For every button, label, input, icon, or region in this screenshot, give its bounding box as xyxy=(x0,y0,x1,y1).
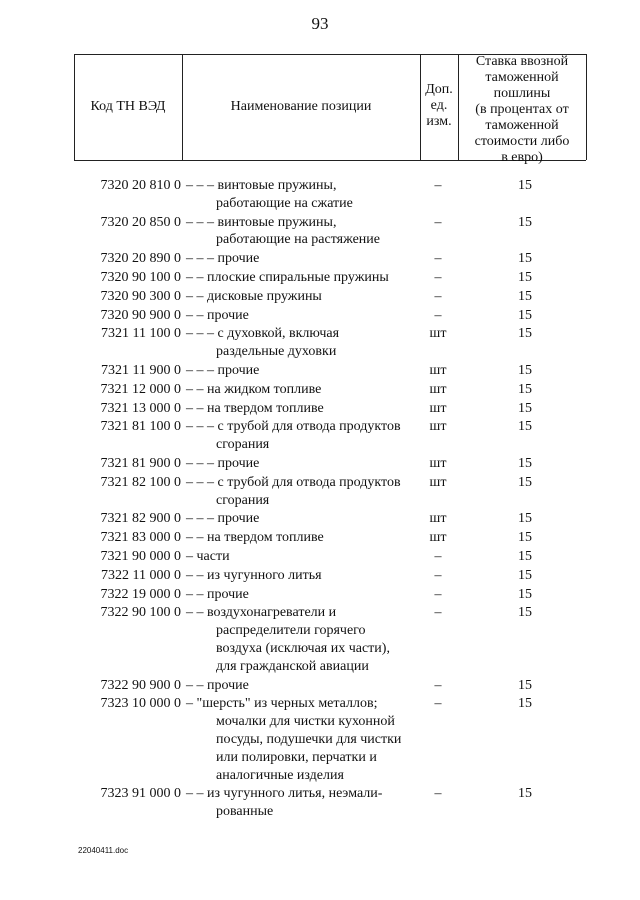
row-unit: – xyxy=(434,307,442,323)
row-code: 7321 83 000 0 xyxy=(100,530,181,546)
row-unit: – xyxy=(434,605,442,621)
row-code: 7322 90 100 0 xyxy=(100,605,181,621)
row-name-line: – – – прочие xyxy=(186,511,260,527)
row-rate: 15 xyxy=(518,548,532,564)
row-code: 7321 81 900 0 xyxy=(100,455,181,471)
row-unit: – xyxy=(434,214,442,230)
row-name-line: – – на жидком топливе xyxy=(186,381,322,397)
table-row xyxy=(0,214,640,250)
header-code: Код ТН ВЭД xyxy=(90,99,166,114)
row-unit: – xyxy=(434,677,442,693)
row-rate: 15 xyxy=(518,269,532,285)
row-name-line: – – на твердом топливе xyxy=(186,530,324,546)
row-unit: – xyxy=(434,288,442,304)
row-rate: 15 xyxy=(518,511,532,527)
row-name xyxy=(186,250,414,268)
row-code: 7320 20 850 0 xyxy=(100,214,181,230)
table-row xyxy=(0,586,640,604)
row-unit: шт xyxy=(429,400,447,416)
row-name-line: раздельные духовки xyxy=(216,344,337,360)
table-row xyxy=(0,567,640,585)
row-code: 7320 20 810 0 xyxy=(100,178,181,193)
row-name-line: – – дисковые пружины xyxy=(186,288,322,304)
row-name-line: – – – винтовые пружины, xyxy=(186,178,337,193)
row-rate: 15 xyxy=(518,455,532,471)
row-name-line: или полировки, перчатки и xyxy=(216,749,377,765)
row-name-line: распределители горячего xyxy=(216,623,366,639)
row-rate: 15 xyxy=(518,288,532,304)
table-row xyxy=(0,510,640,528)
header-line: в евро) xyxy=(501,150,543,165)
header-line: таможенной xyxy=(485,70,559,85)
header-line: изм. xyxy=(426,114,452,129)
row-name xyxy=(186,548,414,566)
row-name-line: – – – прочие xyxy=(186,362,260,378)
table-row xyxy=(0,325,640,361)
header-line: пошлины xyxy=(493,86,551,101)
row-code: 7321 82 900 0 xyxy=(100,511,181,527)
row-name-line: – – плоские спиральные пружины xyxy=(186,269,389,285)
row-name-line: – – прочие xyxy=(186,586,249,602)
table-row xyxy=(0,381,640,399)
header-line: Доп. xyxy=(425,82,453,97)
row-rate: 15 xyxy=(518,400,532,416)
row-code: 7321 11 100 0 xyxy=(101,326,181,342)
row-name-line: аналогичные изделия xyxy=(216,767,344,783)
table-row xyxy=(0,362,640,380)
table-row xyxy=(0,785,640,821)
table-row xyxy=(0,250,640,268)
row-unit: – xyxy=(434,269,442,285)
row-rate: 15 xyxy=(518,786,532,802)
row-unit: шт xyxy=(429,455,447,471)
row-unit: шт xyxy=(429,326,447,342)
row-name xyxy=(186,586,414,604)
row-name xyxy=(186,604,414,675)
page-number: 93 xyxy=(311,14,329,33)
row-code: 7321 90 000 0 xyxy=(100,548,181,564)
table-row xyxy=(0,455,640,473)
row-name-line: – – – с трубой для отвода продуктов xyxy=(186,419,401,435)
row-code: 7321 82 100 0 xyxy=(100,474,181,490)
row-rate: 15 xyxy=(518,586,532,602)
row-name-line: сгорания xyxy=(216,492,270,508)
header-line: Ставка ввозной xyxy=(475,54,569,69)
row-unit: – xyxy=(434,567,442,583)
row-name xyxy=(186,510,414,528)
row-name xyxy=(186,381,414,399)
row-unit: – xyxy=(434,586,442,602)
row-rate: 15 xyxy=(518,419,532,435)
row-unit: – xyxy=(434,548,442,564)
header-name: Наименование позиции xyxy=(230,99,372,114)
row-name-line: – – – с трубой для отвода продуктов xyxy=(186,474,401,490)
row-rate: 15 xyxy=(518,178,532,193)
table-row xyxy=(0,418,640,454)
footer-filename: 22040411.doc xyxy=(78,846,129,855)
row-unit: шт xyxy=(429,474,447,490)
row-unit: – xyxy=(434,251,442,267)
row-unit: – xyxy=(434,696,442,712)
row-name xyxy=(186,325,414,361)
table-row xyxy=(0,529,640,547)
row-rate: 15 xyxy=(518,381,532,397)
row-name xyxy=(186,177,414,213)
row-name-line: – – на твердом топливе xyxy=(186,400,324,416)
row-name-line: – – из чугунного литья xyxy=(186,567,322,583)
row-rate: 15 xyxy=(518,530,532,546)
row-code: 7323 91 000 0 xyxy=(100,786,181,802)
row-name-line: – – – с духовкой, включая xyxy=(186,326,340,342)
row-name-line: – – – прочие xyxy=(186,251,260,267)
row-unit: шт xyxy=(429,381,447,397)
row-code: 7320 90 100 0 xyxy=(100,269,181,285)
row-code: 7321 13 000 0 xyxy=(100,400,181,416)
row-name xyxy=(186,307,414,325)
row-rate: 15 xyxy=(518,362,532,378)
row-name-line: посуды, подушечки для чистки xyxy=(216,731,402,747)
header-line: (в процентах от xyxy=(475,102,569,117)
row-name-line: работающие на растяжение xyxy=(216,232,381,248)
row-rate: 15 xyxy=(518,567,532,583)
row-name-line: рованные xyxy=(216,804,274,820)
table-row xyxy=(0,677,640,695)
row-name xyxy=(186,695,414,784)
row-name-line: – – из чугунного литья, неэмали- xyxy=(186,786,383,802)
row-unit: – xyxy=(434,178,442,193)
row-name-line: работающие на сжатие xyxy=(216,195,353,211)
row-rate: 15 xyxy=(518,307,532,323)
row-rate: 15 xyxy=(518,326,532,342)
row-name-line: – – воздухонагреватели и xyxy=(186,605,337,621)
header-rate xyxy=(458,54,586,166)
row-name xyxy=(186,418,414,454)
row-name xyxy=(186,455,414,473)
row-rate: 15 xyxy=(518,251,532,267)
row-rate: 15 xyxy=(518,677,532,693)
row-name-line: – "шерсть" из черных металлов; xyxy=(186,696,378,712)
row-code: 7320 90 900 0 xyxy=(100,307,181,323)
header-line: ед. xyxy=(430,98,448,113)
row-name-line: сгорания xyxy=(216,437,270,453)
row-rate: 15 xyxy=(518,214,532,230)
row-code: 7323 10 000 0 xyxy=(100,696,181,712)
table-row xyxy=(0,177,640,213)
row-unit: шт xyxy=(429,419,447,435)
row-name xyxy=(186,677,414,695)
row-code: 7322 19 000 0 xyxy=(100,586,181,602)
row-name-line: – – прочие xyxy=(186,307,249,323)
row-rate: 15 xyxy=(518,696,532,712)
row-unit: шт xyxy=(429,362,447,378)
row-name-line: – – – прочие xyxy=(186,455,260,471)
row-unit: шт xyxy=(429,530,447,546)
row-name-line: – – – винтовые пружины, xyxy=(186,214,337,230)
header-line: стоимости либо xyxy=(474,134,570,149)
row-code: 7320 90 300 0 xyxy=(100,288,181,304)
header-unit xyxy=(420,82,458,130)
row-code: 7322 11 000 0 xyxy=(101,567,181,583)
row-code: 7321 11 900 0 xyxy=(101,362,181,378)
row-name xyxy=(186,529,414,547)
row-code: 7320 20 890 0 xyxy=(100,251,181,267)
row-name-line: – – прочие xyxy=(186,677,249,693)
table-row xyxy=(0,604,640,675)
table-row xyxy=(0,307,640,325)
table-row xyxy=(0,695,640,784)
table-row xyxy=(0,474,640,510)
header-right-border xyxy=(586,54,587,160)
row-name xyxy=(186,288,414,306)
row-name-line: мочалки для чистки кухонной xyxy=(216,714,395,730)
row-name xyxy=(186,785,414,821)
row-rate: 15 xyxy=(518,474,532,490)
row-name xyxy=(186,567,414,585)
row-name xyxy=(186,474,414,510)
row-unit: – xyxy=(434,786,442,802)
row-name-line: для гражданской авиации xyxy=(216,658,369,674)
row-code: 7321 81 100 0 xyxy=(100,419,181,435)
table-row xyxy=(0,269,640,287)
table-row xyxy=(0,400,640,418)
row-name-line: – части xyxy=(186,548,230,564)
row-name xyxy=(186,214,414,250)
header-line: таможенной xyxy=(485,118,559,133)
row-code: 7322 90 900 0 xyxy=(100,677,181,693)
row-name xyxy=(186,400,414,418)
row-name xyxy=(186,362,414,380)
row-rate: 15 xyxy=(518,605,532,621)
row-name xyxy=(186,269,414,287)
row-name-line: воздуха (исключая их части), xyxy=(216,640,390,656)
table-row xyxy=(0,288,640,306)
table-row xyxy=(0,548,640,566)
tariff-table-body xyxy=(0,177,640,822)
row-code: 7321 12 000 0 xyxy=(100,381,181,397)
row-unit: шт xyxy=(429,511,447,527)
